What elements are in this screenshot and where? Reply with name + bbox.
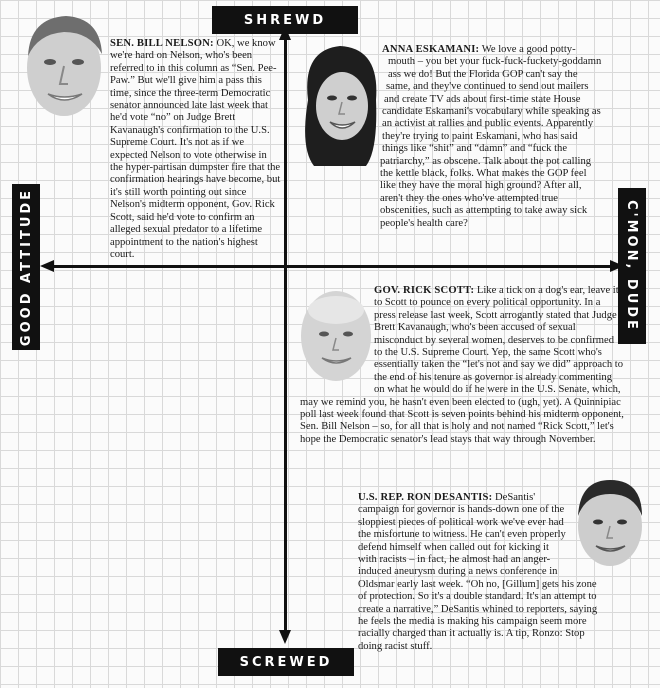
- vertical-axis: [284, 36, 287, 632]
- entry-anna-eskamani: [380, 44, 602, 230]
- entry-name: SEN. BILL NELSON:: [110, 38, 214, 49]
- axis-label-shrewd: SHREWD: [212, 6, 358, 34]
- entry-text: We love a good potty-mouth – you bet your fuck-fuck-fuckety-goddamn ass we do! But the Florida GOP can't say the same, and they've continued to send out mailers and create TV ads about first-time state House candidate Eskamani's vocabulary while speaking as an activist at rallies and public events. Apparently they're trying to paint Eskamani, who has said things like “shit” and “damn” and “fuck the patriarchy,” as obscene. Talk about the pot calling the kettle black, folks. What makes the GOP feel like they have the moral high ground? After all, aren't they the ones who've attempted true obscenities, such as attempting to take away sick people's health care?: [380, 44, 602, 229]
- entry-name: GOV. RICK SCOTT:: [374, 285, 475, 296]
- arrow-down-icon: [279, 630, 291, 644]
- arrow-left-icon: [40, 260, 54, 272]
- entry-name: ANNA ESKAMANI:: [382, 44, 480, 55]
- axis-label-cmon-dude: C'MON, DUDE: [618, 188, 646, 344]
- axis-label-good-attitude: GOOD ATTITUDE: [12, 184, 40, 350]
- axis-label-screwed: SCREWED: [218, 648, 354, 676]
- entry-bill-nelson: [110, 38, 282, 261]
- entry-ron-desantis: [358, 492, 604, 653]
- face-photo-nelson-icon: [20, 8, 108, 120]
- entry-text: Like a tick on a dog's ear, leave it to Scott to pounce on every political opportunity. In a press release last week, Scott arrogantly stated that Judge Brett Kavanaugh, who's been accused of sexual misconduct by several women, deserves to be confirmed to the U.S. Supreme Court. Yep, the same Scott who's essentially taken the “let's not and say we did” approach to the end of his tenure as governor is already commenting on what he would do if he were in the U.S. Senate, which, may we remind you, he hasn't even been elected to (ugh, yet). A Quinnipiac poll last week found that Scott is seven points behind his midterm opponent, Sen. Bill Nelson – so, for all that is holy and not named “Rick Scott,” let's hope the Democratic senator's lead stays that way through November.: [300, 285, 624, 445]
- entry-text: DeSantis' campaign for governor is hands-down one of the sloppiest pieces of political work we've ever had the misfortune to witness. He can't even properly defend himself when called out for kicking it with racists – in fact, he almost had an anger-induced aneurysm during a news conference in Oldsmar early last week. “Oh no, [Gillum] gets his zone of protection. So it's a double standard. It's an attempt to create a narrative,” DeSantis whined to reporters, saying he feels the media is making his campaign seem more racially charged than it actually is. A tip, Ronzo: Stop doing racist stuff.: [358, 492, 598, 652]
- face-photo-eskamani-icon: [298, 40, 382, 172]
- entry-name: U.S. REP. RON DESANTIS:: [358, 492, 493, 503]
- entry-text: OK, we know we're hard on Nelson, who's been referred to in this column as “Sen. Pee-Paw.” But we'll give him a pass this time, since the three-term Democratic senator announced late last week that he'd vote “no” on Judge Brett Kavanaugh's confirmation to the U.S. Supreme Court. It's not as if we expected Nelson to vote otherwise in the hyper-partisan dumpster fire that the confirmation hearings have become, but it's still worth pointing out since Nelson's midterm opponent, Gov. Rick Scott, said he'd vote to confirm an alleged sexual predator to a lifetime appointment to the nation's highest court.: [110, 38, 281, 260]
- horizontal-axis: [50, 265, 610, 268]
- entry-rick-scott: [300, 285, 624, 446]
